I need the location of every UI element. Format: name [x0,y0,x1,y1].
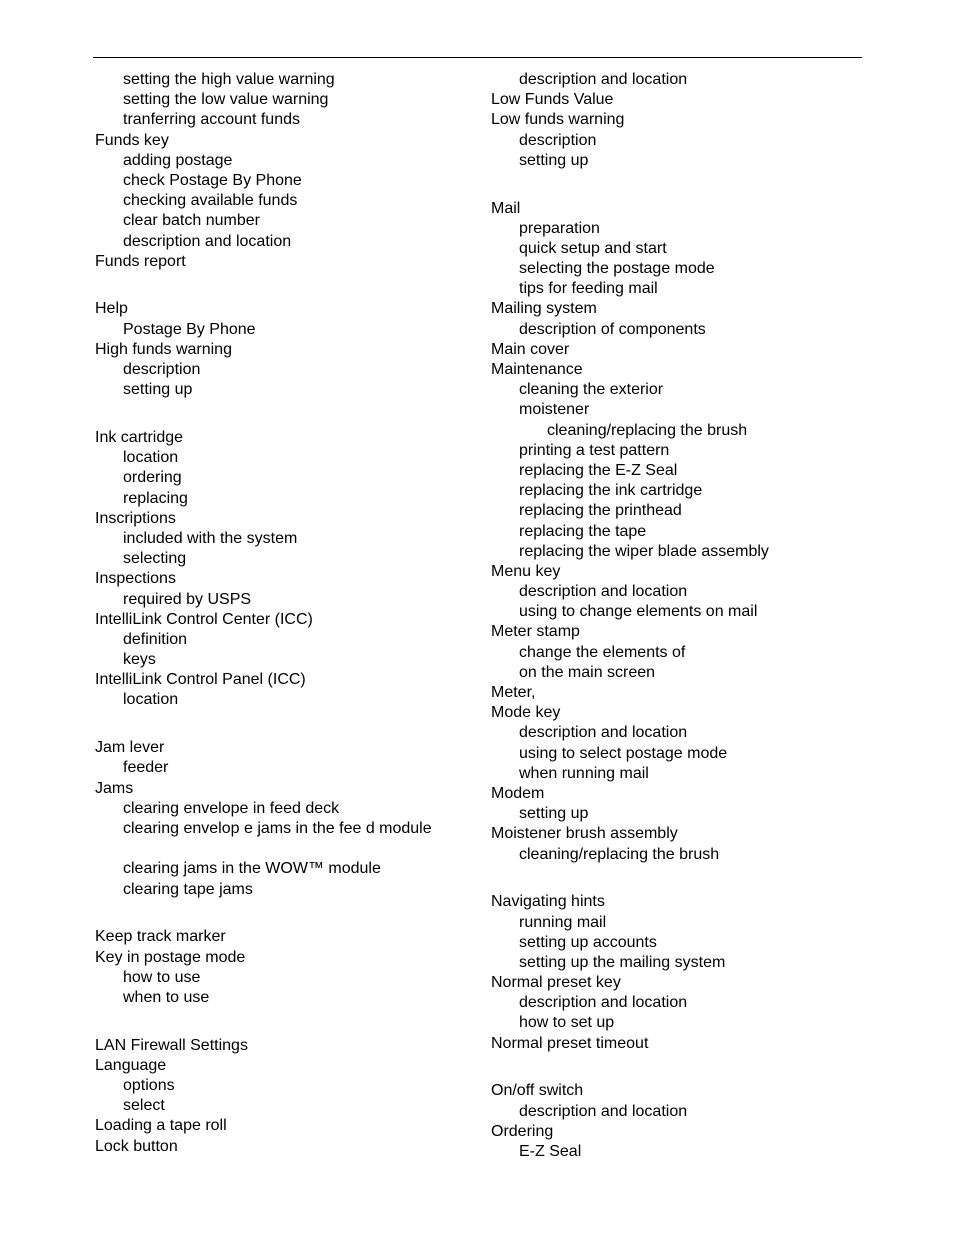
index-subentry: location [123,449,179,467]
index-subentry: setting up accounts [519,933,657,951]
index-subentry: on the main screen [519,663,656,681]
index-subentry: included with the system [123,529,298,547]
index-heading: Moistener brush assembly [491,825,678,843]
index-column-left [95,70,535,1157]
index-heading: Modem [491,784,545,802]
index-subentry: description and location [519,994,688,1012]
index-heading: Navigating hints [491,893,605,911]
index-subentry: replacing the ink cartridge [519,482,703,500]
index-subentry: E-Z Seal [519,1142,582,1160]
index-heading: Normal preset timeout [491,1034,649,1052]
index-subentry: replacing the E-Z Seal [519,461,678,479]
index-subentry: how to use [123,968,201,986]
index-subentry: setting up [519,805,589,823]
index-heading: IntelliLink Control Panel (ICC) [95,671,306,689]
index-heading: Low Funds Value [491,91,614,109]
index-subentry: tranferring account funds [123,111,300,129]
index-subentry: change the elements of [519,643,686,661]
index-subentry: ordering [123,469,182,487]
index-subentry: replacing [123,489,188,507]
index-heading: Mode key [491,704,561,722]
index-subentry: description and location [123,232,292,250]
index-heading: Meter, [491,684,536,702]
index-subentry: clearing envelop e jams in the fee d module [123,819,432,837]
index-subentry: Postage By Phone [123,320,256,338]
index-subentry: using to change elements on mail [519,603,758,621]
index-heading: Mail [491,199,521,217]
index-subentry: using to select postage mode [519,744,728,762]
index-heading: Lock button [95,1137,178,1155]
section-gap [95,400,535,428]
index-subentry: tips for feeding mail [519,280,658,298]
index-heading: Jam lever [95,739,165,757]
index-heading: IntelliLink Control Center (ICC) [95,610,313,628]
index-subentry: printing a test pattern [519,441,670,459]
index-subentry: checking available funds [123,192,298,210]
index-subentry: replacing the tape [519,522,647,540]
index-heading: Maintenance [491,361,583,379]
index-subentry: replacing the wiper blade assembly [519,542,769,560]
index-subentry: when to use [123,988,210,1006]
blank-line [95,839,535,859]
index-subentry: clearing jams in the WOW™ module [123,860,381,878]
section-gap [95,900,535,928]
index-subentry: required by USPS [123,590,252,608]
section-gap [491,1054,931,1082]
index-subentry: replacing the printhead [519,502,682,520]
index-subentry: definition [123,630,188,648]
index-subentry: setting up [123,381,193,399]
index-subentry: clearing tape jams [123,880,253,898]
index-heading: Language [95,1056,167,1074]
index-heading: Funds report [95,252,186,270]
index-subentry: clear batch number [123,212,260,230]
index-subentry: options [123,1077,175,1095]
index-heading: Help [95,300,128,318]
index-subentry: moistener [519,401,590,419]
section-gap [95,272,535,300]
index-heading: Normal preset key [491,974,621,992]
index-subentry: how to set up [519,1014,615,1032]
index-subentry: selecting [123,550,187,568]
index-subentry: cleaning/replacing the brush [519,845,720,863]
index-subentry: description and location [519,71,688,88]
index-heading: Ink cartridge [95,429,184,446]
index-subentry: description [123,361,201,379]
index-heading: Meter stamp [491,623,580,641]
section-gap [491,171,931,199]
index-heading: Keep track marker [95,928,226,946]
index-column-right [491,70,931,1162]
section-gap [491,865,931,893]
index-subentry: preparation [519,219,600,237]
index-subentry: cleaning the exterior [519,381,664,399]
index-subentry: running mail [519,913,607,931]
header-rule [93,57,862,58]
index-heading: On/off switch [491,1082,584,1100]
index-subentry: select [123,1097,165,1115]
index-heading: Inspections [95,570,176,588]
index-subentry: description and location [519,724,688,742]
index-heading: Inscriptions [95,509,176,527]
index-heading: Mailing system [491,300,597,318]
index-subentry: clearing envelope in feed deck [123,799,340,817]
index-subentry: adding postage [123,151,233,169]
index-heading: Jams [95,779,134,797]
index-subentry: when running mail [519,764,649,782]
index-subentry: setting the high value warning [123,71,335,88]
index-subentry: selecting the postage mode [519,260,715,278]
index-subentry: setting up the mailing system [519,953,726,971]
index-subentry: cleaning/replacing the brush [547,421,748,439]
index-subentry: quick setup and start [519,239,667,257]
index-heading: Main cover [491,340,570,358]
index-heading: LAN Firewall Settings [95,1036,248,1054]
index-heading: Funds key [95,131,169,149]
index-heading: Key in postage mode [95,948,246,966]
section-gap [95,711,535,739]
index-subentry: setting up [519,151,589,169]
index-subentry: location [123,691,179,709]
index-heading: High funds warning [95,340,232,358]
index-heading: Menu key [491,562,561,580]
index-subentry: description and location [519,583,688,601]
index-subentry: description and location [519,1102,688,1120]
section-gap [95,1008,535,1036]
index-subentry: description [519,131,597,149]
index-heading: Low funds warning [491,111,625,129]
index-subentry: feeder [123,759,169,777]
index-subentry: check Postage By Phone [123,171,302,189]
index-heading: Ordering [491,1122,554,1140]
index-subentry: setting the low value warning [123,91,329,109]
index-subentry: description of components [519,320,706,338]
index-subentry: keys [123,651,156,669]
index-heading: Loading a tape roll [95,1117,227,1135]
